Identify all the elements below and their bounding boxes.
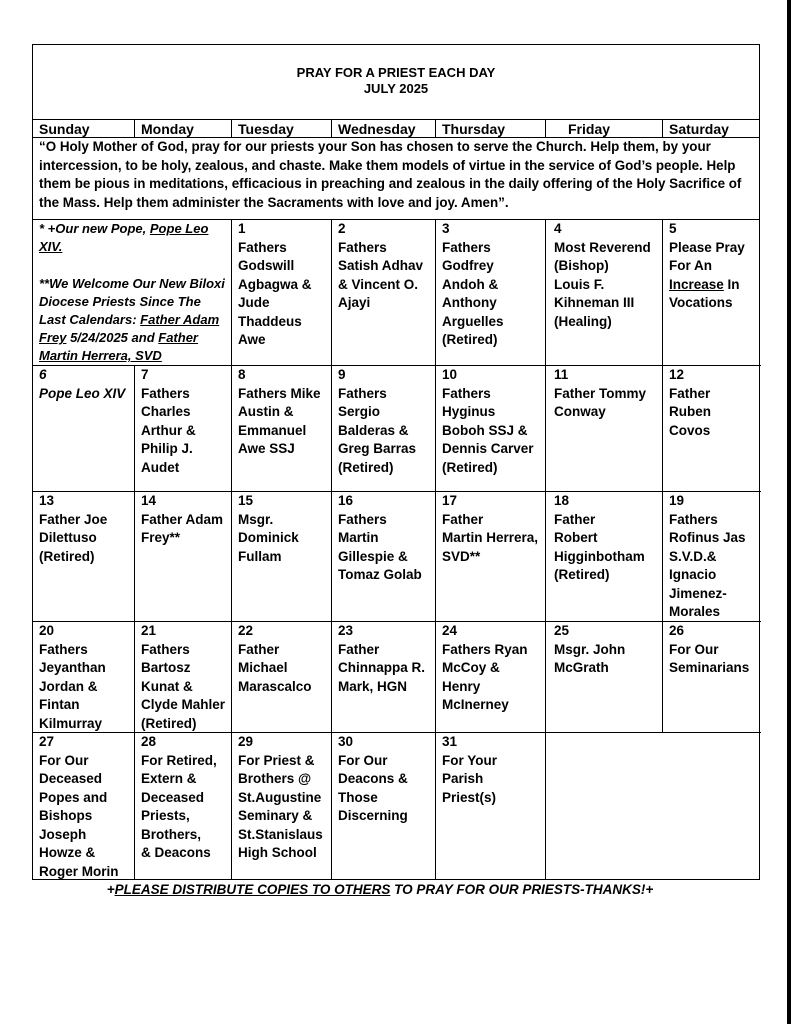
day-cell-5: 5 Please Pray For An Increase In Vocations <box>663 220 761 366</box>
day-cell-24: 24 Fathers Ryan McCoy & Henry McInerney <box>436 622 546 733</box>
scan-edge-bar <box>787 0 791 1024</box>
page-title: PRAY FOR A PRIEST EACH DAY <box>296 65 496 80</box>
day-cell-20: 20 Fathers Jeyanthan Jordan & Fintan Kilmurray <box>33 622 135 733</box>
day-cell-12: 12 Father Ruben Covos <box>663 366 761 492</box>
day-cell-19: 19 Fathers Rofinus Jas S.V.D.& Ignacio Jimenez- Morales <box>663 492 761 622</box>
day-name-monday: Monday <box>135 120 232 138</box>
day-cell-29: 29 For Priest & Brothers @ St.Augustine Seminary & St.Stanislaus High School <box>232 733 332 880</box>
pope-announcement: * +Our new Pope, Pope Leo XIV. <box>39 221 209 255</box>
calendar-frame <box>32 44 760 880</box>
day-cell-26: 26 For Our Seminarians <box>663 622 761 733</box>
day-name-tuesday: Tuesday <box>232 120 332 138</box>
day-name-saturday: Saturday <box>669 121 729 137</box>
month-title: JULY 2025 <box>363 81 429 96</box>
day-cell-14: 14 Father Adam Frey** <box>135 492 232 622</box>
day-cell-9: 9 Fathers Sergio Balderas & Greg Barras (Retired) <box>332 366 436 492</box>
day-cell-7: 7 Fathers Charles Arthur & Philip J. Audet <box>135 366 232 492</box>
welcome-announcement: **We Welcome Our New Biloxi Diocese Priests Since The Last Calendars: Father Adam Frey 5/24/2025 and Father Martin Herrera, SVD <box>39 275 225 364</box>
day-cell-11: 11 Father Tommy Conway <box>546 366 663 492</box>
day-cell-28: 28 For Retired, Extern & Deceased Priests, Brothers, & Deacons <box>135 733 232 880</box>
day-cell-1: 1 Fathers Godswill Agbagwa & Jude Thaddeus Awe <box>232 220 332 366</box>
calendar-header <box>33 45 759 120</box>
day-cell-17: 17 Father Martin Herrera, SVD** <box>436 492 546 622</box>
day-names-row <box>33 120 759 138</box>
day-cell-23: 23 Father Chinnappa R. Mark, HGN <box>332 622 436 733</box>
day-cell-21: 21 Fathers Bartosz Kunat & Clyde Mahler (Retired) <box>135 622 232 733</box>
day-cell-13: 13 Father Joe Dilettuso (Retired) <box>33 492 135 622</box>
day-cell-3: 3 Fathers Godfrey Andoh & Anthony Arguelles (Retired) <box>436 220 546 366</box>
announcement-cell <box>33 220 232 366</box>
day-cell-6: 6 Pope Leo XIV <box>33 366 135 492</box>
day-name-wednesday: Wednesday <box>332 120 436 138</box>
day-cell-8: 8 Fathers Mike Austin & Emmanuel Awe SSJ <box>232 366 332 492</box>
day-cell-31: 31 For Your Parish Priest(s) <box>436 733 546 880</box>
day-cell-25: 25 Msgr. John McGrath <box>546 622 663 733</box>
prayer-text: “O Holy Mother of God, pray for our priests your Son has chosen to serve the Church. Help them, by your intercession, to be holy, zealous, and chaste. Make them models of virtue in the service of God’s people. Help them be pious in meditations, efficacious in preaching and zealous in the daily offering of the Holy Sacrifice of the Mass. Help them administer the Sacraments with love and joy. Amen”. <box>33 138 759 220</box>
day-cell-15: 15 Msgr. Dominick Fullam <box>232 492 332 622</box>
day-cell-2: 2 Fathers Satish Adhav & Vincent O. Ajayi <box>332 220 436 366</box>
distribution-footer: +PLEASE DISTRIBUTE COPIES TO OTHERS TO PRAY FOR OUR PRIESTS-THANKS!+ <box>106 882 654 897</box>
empty-cell <box>546 733 761 880</box>
day-name-friday: Friday <box>546 120 663 138</box>
day-name-sunday: Sunday <box>33 120 135 138</box>
day-cell-18: 18 Father Robert Higginbotham (Retired) <box>546 492 663 622</box>
day-cell-4: 4 Most Reverend (Bishop) Louis F. Kihneman III (Healing) <box>546 220 663 366</box>
day-cell-16: 16 Fathers Martin Gillespie & Tomaz Golab <box>332 492 436 622</box>
day-cell-30: 30 For Our Deacons & Those Discerning <box>332 733 436 880</box>
day-cell-27: 27 For Our Deceased Popes and Bishops Joseph Howze & Roger Morin <box>33 733 135 880</box>
day-name-thursday: Thursday <box>436 120 546 138</box>
day-cell-22: 22 Father Michael Marascalco <box>232 622 332 733</box>
day-cell-10: 10 Fathers Hyginus Boboh SSJ & Dennis Carver (Retired) <box>436 366 546 492</box>
